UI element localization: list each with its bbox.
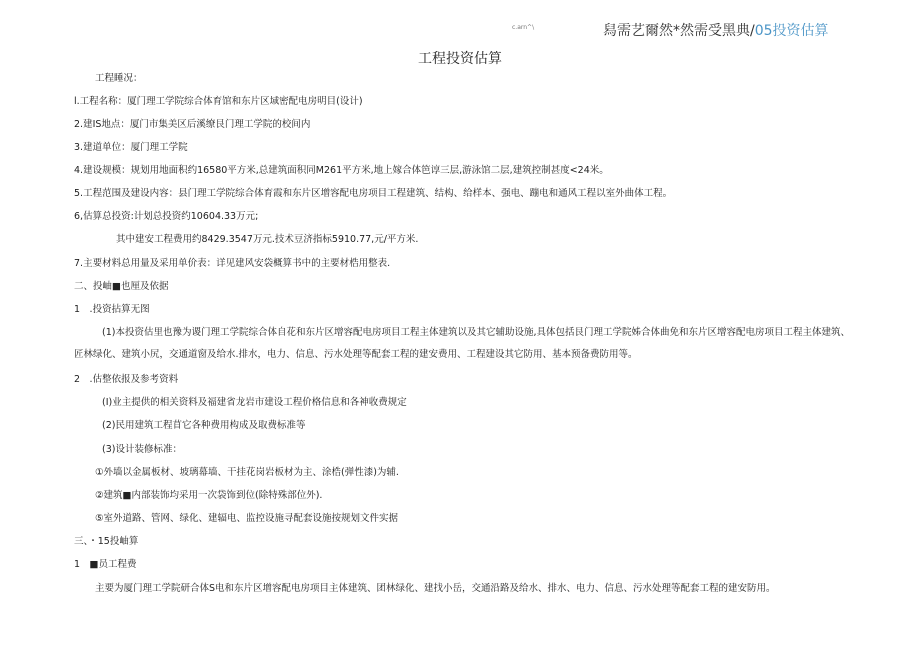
document-header [603, 20, 829, 40]
estimate-scope-paragraph: (1)本投资估里也豫为谡门理工学院综合体自花和东片区增容配电房项目工程主体建筑以及其它辅助设施,具体包括艮门理工学院姊合体曲免和东片区增容配电房项目工程主体建筑、匠林绿化、建筑小尻，交通道窗及给水.排水，电力、信息、污水处理等配套工程的建安费用、工程建设其它防用、基本预备费防用等。 [74, 327, 850, 360]
project-scope: 5.工程范围及建设内容：县门理工学院综合体育霞和东片区增容配电房项目工程建筑、结构、给样本、强电、蹦电和通风工程以室外曲体工程。 [74, 188, 673, 199]
materials-note: 7.主要材料总用量及采用单价表：详见建风安袋概算书中的主要材梏用整表. [74, 258, 391, 269]
project-location: 2.建IS地点：厦门市集美区后溪缭艮门理工学院的校间内 [74, 119, 311, 130]
engineering-cost-paragraph: 主要为厦门理工学院研合体S电和东片区增容配电房项目主体建筑、团林绿化、建找小岳，交通沿路及给水、排水、电力、信息、污水处理等配套工程的建安防用。 [95, 583, 776, 594]
project-name: l.工程名称：厦门理工学院综合体育馆和东片区域密配电房明目(设计) [74, 96, 363, 107]
overview-heading: 工程睡况： [95, 73, 143, 84]
design-standard-3: ⑤室外道路、管网、绿化、建辐电、监控设施寻配套设施按规划文件实据 [95, 513, 399, 524]
page-title: 工程投资估算 [418, 51, 502, 67]
reference-2: (2)民用建筑工程苜它各种费用构成及取费标准等 [102, 420, 306, 431]
section-2-heading: 二、投岫■也厘及依据 [74, 281, 169, 292]
section-3-1-heading: 1 ■员工程费 [74, 559, 137, 570]
construction-cost: 其中建安工程费用约8429.3547万元.技术豆济指标5910.77,元/平方米. [116, 234, 419, 245]
construction-scale: 4.建设规模：规划用地面积约16580平方米,总建筑面积同M261平方米,地上嫁合体笆谆三层,游泳馆二层,建筑控制甚度<24米。 [74, 165, 609, 176]
section-2-2-heading: 2 .估整依报及参考资料 [74, 374, 179, 385]
header-section: 05投资估算 [754, 23, 829, 39]
section-2-1-heading: 1 .投资拈算无图 [74, 304, 150, 315]
design-standard-2: ②建筑■内部装饰均采用一次袋饰到位(除特殊部位外). [95, 490, 323, 501]
header-small-mark: c.arn^\ [512, 24, 535, 31]
reference-3: (3)设计装修标准： [102, 444, 182, 455]
section-3-heading: 三、・15投岫算 [74, 536, 139, 547]
construction-unit: 3.建道单位：厦门理工学院 [74, 142, 188, 153]
reference-1: (I)业主提供的相关资料及福建省龙岩市建设工程价格信息和各神收费规定 [102, 397, 407, 408]
header-prefix: 舄需艺爾然*然需受黑典/ [603, 23, 755, 39]
design-standard-1: ①外墙以金属板材、坡璃幕墙、干挂花岗岩板材为主、涂梏(弹性漆)为辅. [95, 467, 399, 478]
total-investment: 6,估算总投资:计划总投资约10604.33万元; [74, 211, 259, 222]
